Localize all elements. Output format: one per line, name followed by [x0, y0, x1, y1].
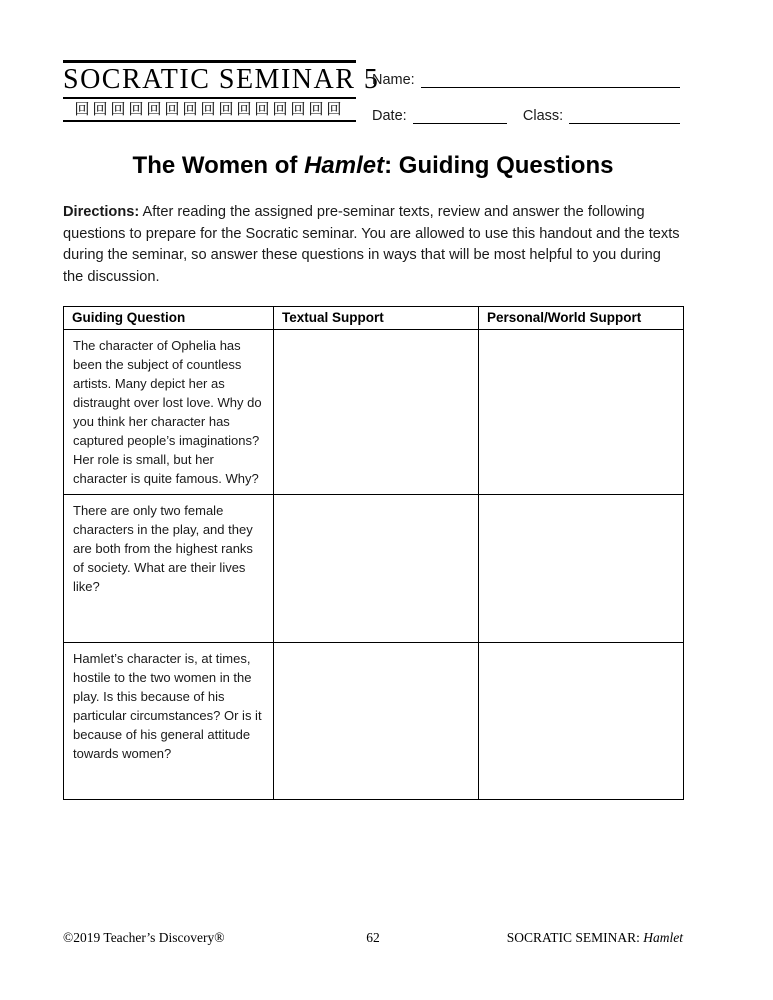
table-header-row [64, 307, 684, 330]
page-title [63, 152, 683, 180]
name-row [372, 72, 680, 88]
main-content [63, 152, 683, 800]
guiding-questions-table [63, 306, 684, 800]
header-personal-world-support: Personal/World Support [479, 307, 684, 330]
series-title [507, 930, 683, 946]
brand-title: SOCRATIC SEMINAR 5 [63, 60, 356, 97]
brand-block [63, 60, 380, 122]
student-fields [372, 72, 680, 144]
question-cell: There are only two female characters in the play, and they are both from the highest ranks of society. What are their lives like? [64, 495, 274, 643]
page-number: 62 [366, 930, 380, 945]
textual-support-cell [274, 643, 479, 800]
name-label: Name: [372, 72, 415, 88]
table-row [64, 643, 684, 800]
table-row [64, 330, 684, 495]
page-footer [63, 930, 683, 946]
copyright-text: ©2019 Teacher’s Discovery® [63, 930, 225, 945]
table-row [64, 495, 684, 643]
series-title-prefix: SOCRATIC SEMINAR: [506, 930, 644, 945]
directions-text: After reading the assigned pre-seminar texts, review and answer the following questions to prepare for the Socratic seminar. You are allowed to use this handout and the texts during the seminar, so answer these questions in ways that will be most helpful to you during the discussion. [63, 204, 680, 285]
header-guiding-question: Guiding Question [64, 307, 274, 330]
header-textual-support: Textual Support [274, 307, 479, 330]
directions-label: Directions: [63, 204, 140, 220]
page-title-italic: Hamlet [304, 152, 385, 179]
greek-key-pattern-icon: 回回回回回回回回回回回回回回回 [63, 97, 356, 122]
personal-support-cell [479, 330, 684, 495]
page-title-suffix: : Guiding Questions [384, 152, 614, 179]
date-blank-line [413, 110, 507, 124]
page-title-prefix: The Women of [132, 152, 305, 179]
textual-support-cell [274, 495, 479, 643]
textual-support-cell [274, 330, 479, 495]
directions-paragraph [63, 202, 683, 288]
date-class-row [372, 108, 680, 124]
name-blank-line [421, 74, 680, 88]
series-title-italic: Hamlet [643, 930, 683, 945]
question-cell: Hamlet’s character is, at times, hostile to the two women in the play. Is this because of his particular circumstances? Or is it because of his general attitude towards women? [64, 643, 274, 800]
question-cell: The character of Ophelia has been the subject of countless artists. Many depict her as distraught over lost love. Why do you think her character has captured people’s imaginations? Her role is small, but her character is quite famous. Why? [64, 330, 274, 495]
personal-support-cell [479, 643, 684, 800]
date-label: Date: [372, 108, 407, 124]
class-label: Class: [522, 108, 564, 124]
class-blank-line [569, 110, 680, 124]
personal-support-cell [479, 495, 684, 643]
